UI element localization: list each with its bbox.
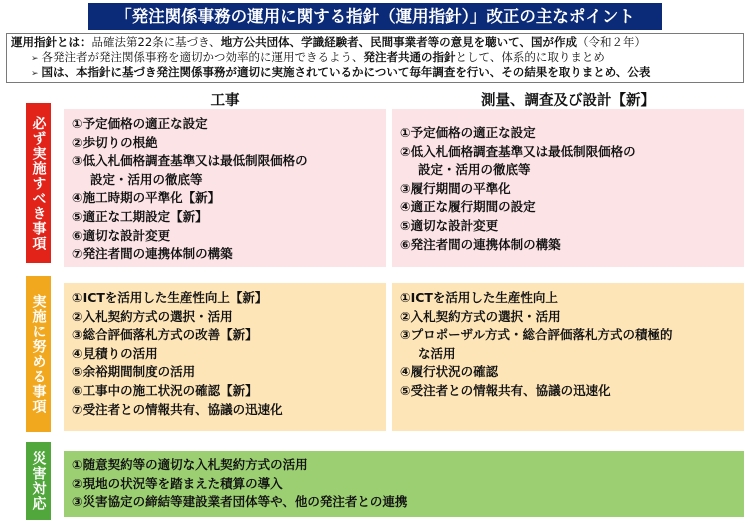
list-item: ②入札契約方式の選択・活用 (400, 308, 561, 324)
list-item: ②現地の状況等を踏まえた積算の導入 (72, 475, 283, 491)
list-item: ③災害協定の締結等建設業者団体等や、他の発注者との連携 (72, 494, 408, 510)
list-item: ②低入札価格調査基準又は最低制限価格の (400, 143, 636, 159)
column-header-survey: 測量、調査及び設計【新】 (481, 93, 655, 109)
definition-separator: ： (80, 35, 92, 49)
list-item: ①予定価格の適正な設定 (400, 125, 536, 140)
list-item: ④適正な履行期間の設定 (400, 199, 536, 215)
list-item: ①ICTを活用した生産性向上【新】 (72, 290, 268, 305)
list-item: ⑥発注者間の連携体制の構築 (400, 236, 561, 252)
list-item: ①予定価格の適正な設定 (72, 116, 208, 131)
list-item: ⑦発注者間の連携体制の構築 (72, 246, 233, 262)
list-item: ③履行期間の平準化 (400, 180, 511, 196)
disaster-box (64, 451, 744, 517)
arrow-right-icon: ➢ (31, 54, 39, 64)
list-item: ②入札契約方式の選択・活用 (72, 308, 233, 324)
list-item: ⑦受注者との情報共有、協議の迅速化 (72, 401, 283, 417)
bullet-2-text-b: 結果を取りまとめ、公表 (524, 65, 651, 79)
list-item: ①ICTを活用した生産性向上 (400, 290, 558, 305)
definition-term: 運用指針とは (11, 35, 80, 49)
list-item: ④履行状況の確認 (400, 364, 499, 380)
mandatory-construction-box (64, 109, 386, 267)
effort-survey-box (392, 283, 744, 431)
intro-bullet-2 (31, 64, 650, 82)
arrow-right-icon: ➢ (31, 69, 39, 79)
list-item: ⑤適正な工期設定【新】 (72, 208, 208, 224)
list-item: ②歩切りの根絶 (72, 134, 158, 150)
list-item: ⑤受注者との情報共有、協議の迅速化 (400, 382, 611, 398)
list-item: ③プロポーザル方式・総合評価落札方式の積極的 (400, 327, 673, 343)
section-label-disaster (26, 442, 51, 520)
list-item: ③低入札価格調査基準又は最低制限価格の (72, 153, 308, 169)
definition-text-3: （令和２年） (576, 35, 646, 49)
definition-text-2: 地方公共団体、学識経験者、民間事業者等の意見を聴いて、国が作成 (220, 35, 577, 49)
intro-box (6, 33, 744, 83)
page-title: 「発注関係事務の運用に関する指針（運用指針）」改正の主なポイント (88, 3, 662, 30)
section-label-effort (26, 276, 51, 432)
bullet-1-text-a: 各発注者が発注関係事務を適切かつ効率的に運用できるよう、 (41, 50, 364, 64)
bullet-2-text-a: 国は、本指針に基づき発注関係事務が適切に実施されているかについて毎年調査を行い、その (41, 65, 525, 79)
list-item: ③総合評価落札方式の改善【新】 (72, 327, 258, 343)
list-item: ⑥工事中の施工状況の確認【新】 (72, 382, 258, 398)
section-label-mandatory (26, 103, 51, 263)
list-item: ⑥適切な設計変更 (72, 227, 171, 243)
bullet-1-text-c: として、体系的に取りまとめ (455, 50, 605, 64)
column-header-construction: 工事 (210, 93, 240, 109)
effort-construction-box (64, 283, 386, 431)
section-label-effort-text: 実施に努める事項 (30, 294, 47, 414)
list-item: ①随意契約等の適切な入札契約方式の活用 (72, 457, 308, 472)
list-item: ④見積りの活用 (72, 345, 158, 361)
section-label-disaster-text: 災害対応 (30, 451, 47, 511)
definition-line (11, 34, 646, 50)
bullet-1-text-b: 発注者共通の指針 (363, 50, 456, 64)
list-item: 設定・活用の徹底等 (90, 171, 203, 187)
list-item: な活用 (418, 345, 456, 361)
section-label-mandatory-text: 必ず実施すべき事項 (30, 115, 47, 251)
list-item: ④施工時期の平準化【新】 (72, 190, 221, 206)
definition-text-1: 品確法第22条に基づき、 (91, 35, 221, 49)
list-item: ⑤余裕期間制度の活用 (72, 364, 196, 380)
mandatory-survey-box (392, 109, 744, 267)
list-item: ⑤適切な設計変更 (400, 217, 499, 233)
list-item: 設定・活用の徹底等 (418, 162, 531, 178)
